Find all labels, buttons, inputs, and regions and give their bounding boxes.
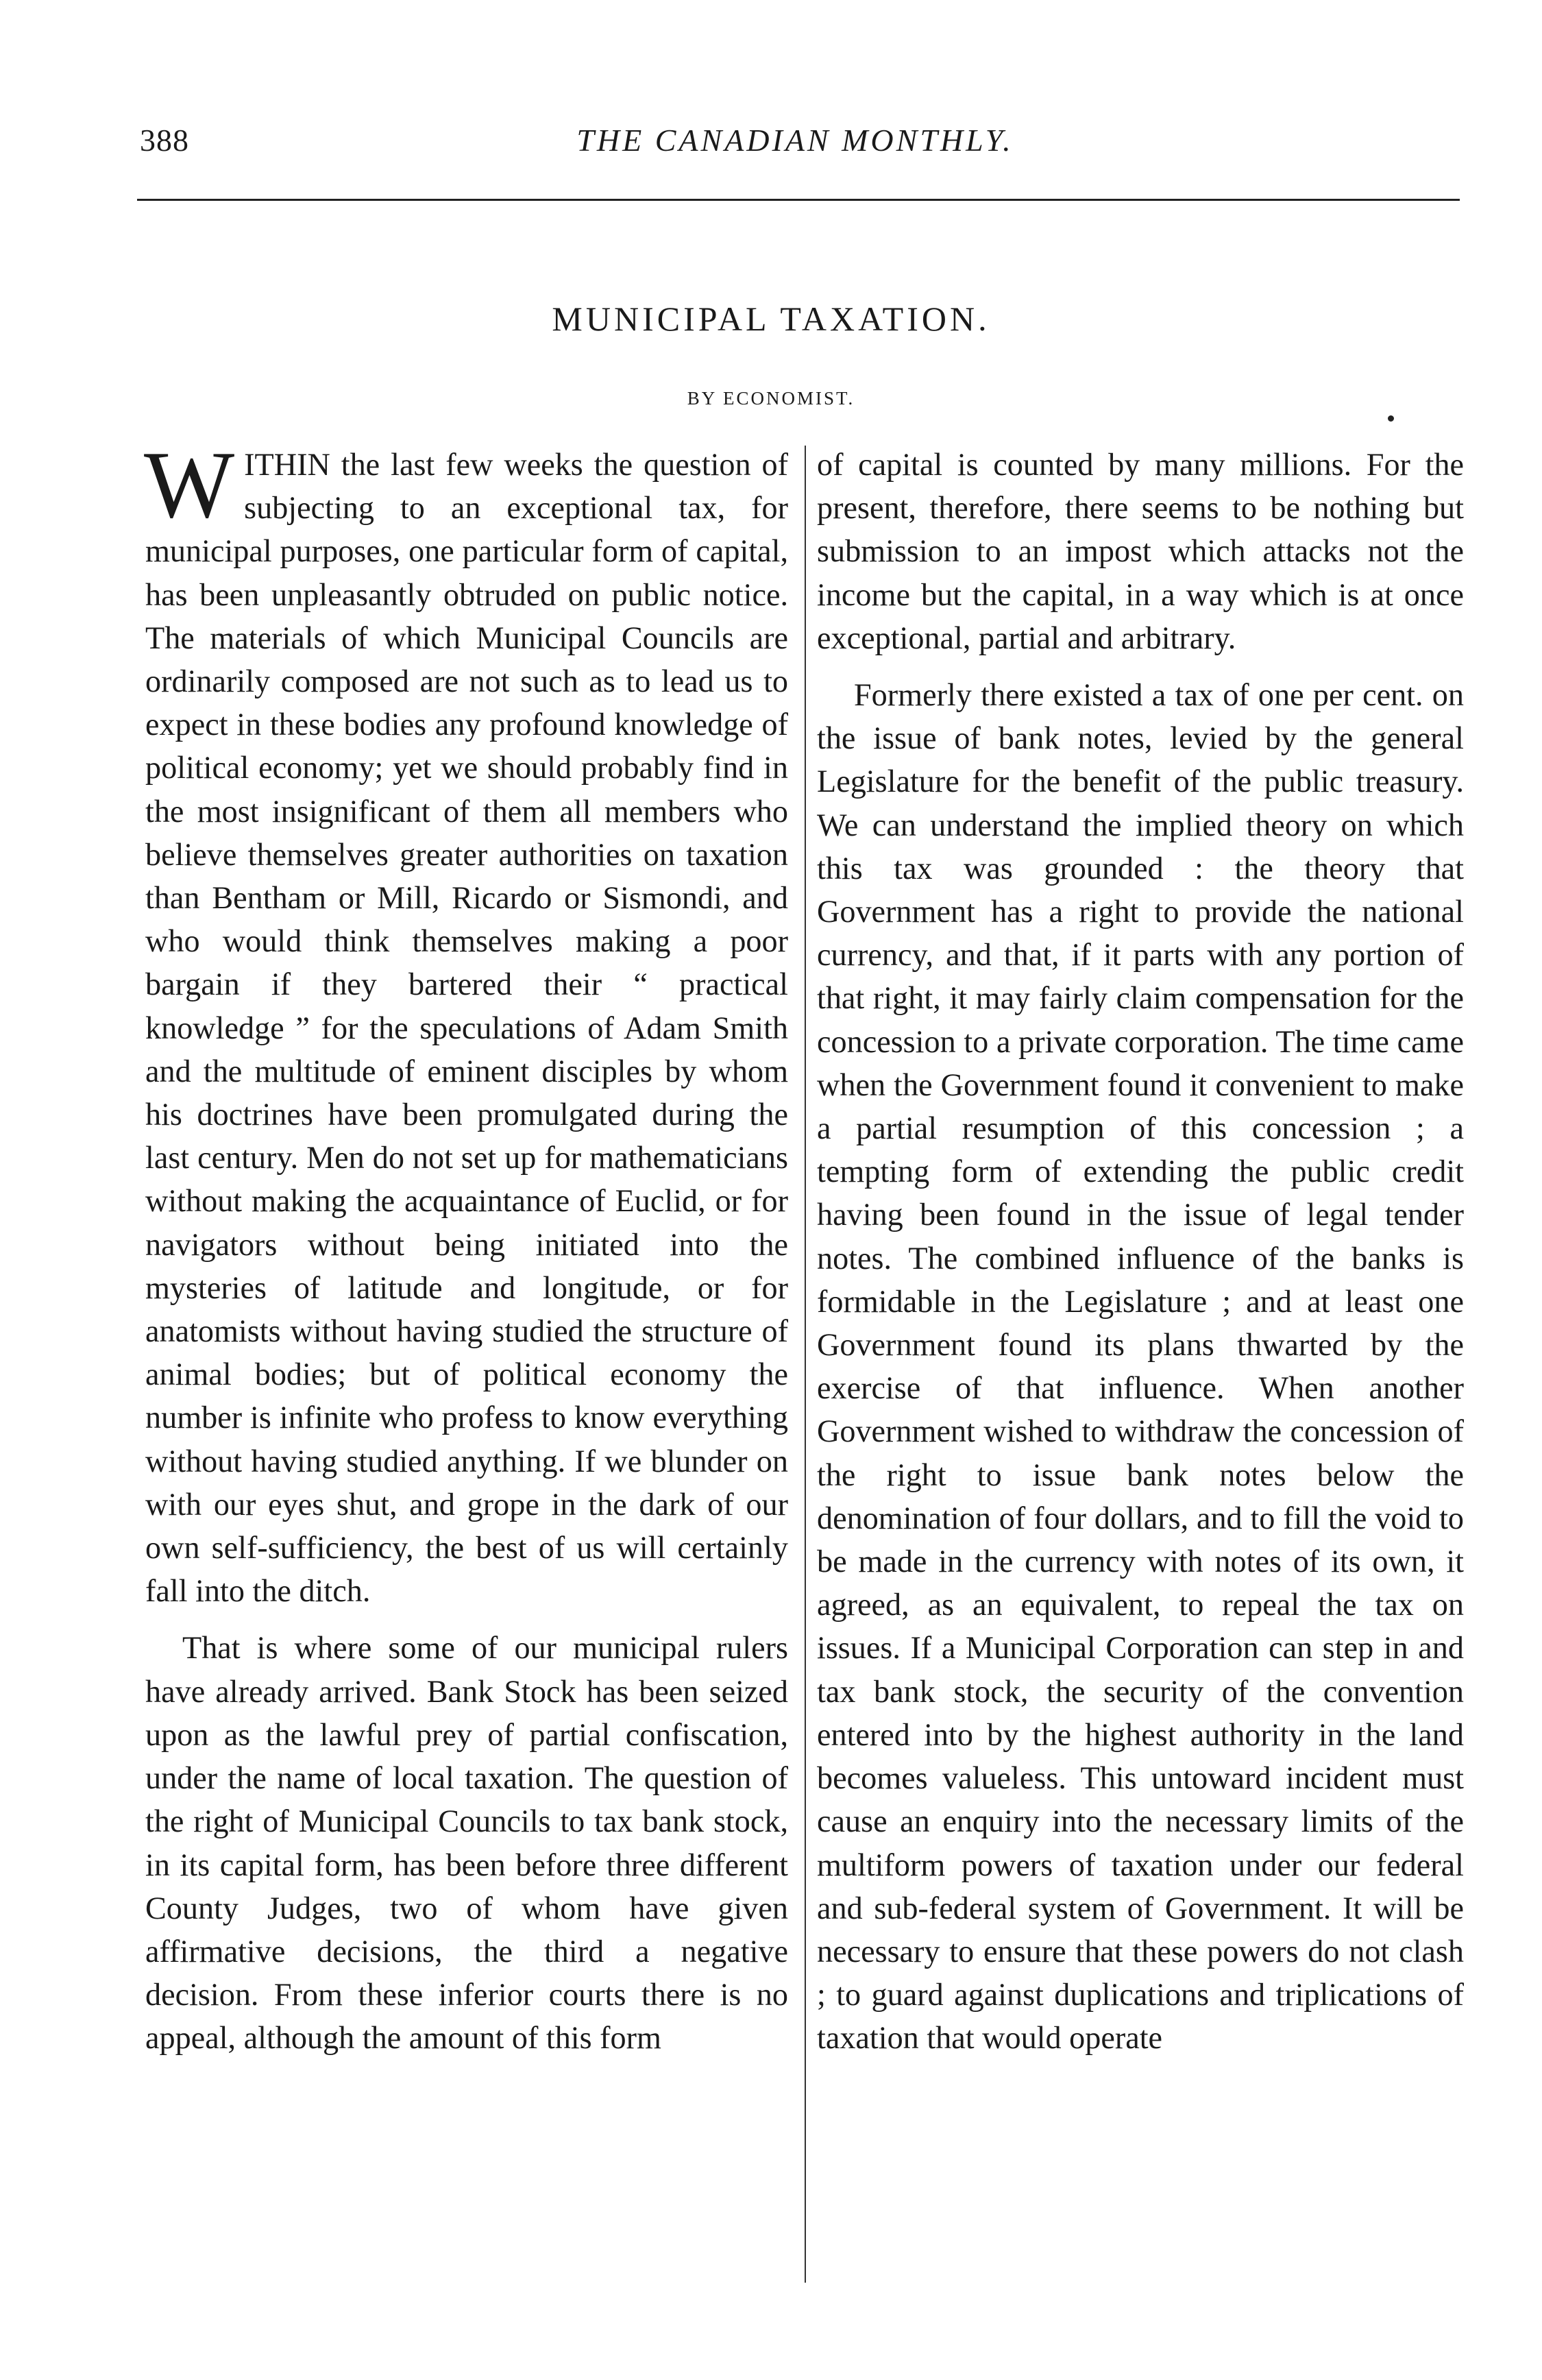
article-byline: BY ECONOMIST.	[687, 388, 855, 409]
running-title: THE CANADIAN MONTHLY.	[576, 123, 1014, 158]
left-paragraph-1	[144, 432, 788, 1612]
print-dot-mark	[1388, 415, 1394, 422]
header-rule	[137, 199, 1460, 201]
right-paragraph-2: Formerly there existed a tax of one per cent. on the issue of bank notes, levied by the general Legislature for the benefit of the public treasury. We can understand the implied theory on which this tax was grounded : the theory that Government has a right to provide the national currency, and that, if it parts with any portion of that right, it may fairly claim compensation for the concession to a private corporation. The time came when the Government found it convenient to make a partial resumption of this concession ; a tempting form of extending the public credit having been found in the issue of legal tender notes. The combined influence of the banks is formidable in the Legislature ; and at least one Government found its plans thwarted by the exercise of that influence. When another Government wished to withdraw the concession of the right to issue bank notes below the denomination of four dollars, and to fill the void to be made in the currency with notes of its own, it agreed, as an equivalent, to repeal the tax on issues. If a Municipal Corporation can step in and tax bank stock, the security of the convention entered into by the highest authority in the land becomes valueless. This untoward incident must cause an enquiry into the necessary limits of the multiform powers of taxation under our federal and sub-federal system of Government. It will be necessary to ensure that these powers do not clash ; to guard against duplications and triplications of taxation that would operate	[817, 677, 1464, 2056]
drop-cap: W	[144, 432, 235, 538]
left-paragraph-2: That is where some of our municipal rulers have already arrived. Bank Stock has been seized upon as the lawful prey of partial confiscation, under the name of local taxation. The question of the right of Municipal Councils to tax bank stock, in its capital form, has been before three different County Judges, two of whom have given affirmative decisions, the third a negative decision. From these inferior courts there is no appeal, although the amount of this form	[145, 1630, 788, 2056]
article-title: MUNICIPAL TAXATION.	[552, 300, 990, 338]
right-paragraph-1: of capital is counted by many millions. For the present, therefore, there seems to be nothing but submission to an impost which attacks not the income but the capital, in a way which is at once exceptional, partial and arbitrary.	[817, 447, 1464, 655]
page-header	[137, 122, 1453, 170]
column-divider	[805, 446, 806, 2283]
right-column	[817, 443, 1464, 2060]
left-paragraph-1-text: ITHIN the last few weeks the question of subjecting to an exceptional tax, for municipal purposes, one particular form of capital, has been unpleasantly obtruded on public notice. The materials of which Municipal Councils are ordinarily composed are not such as to lead us to expect in these bodies any profound knowledge of political economy; yet we should probably find in the most insignificant of them all members who believe themselves greater authorities on taxation than Bentham or Mill, Ricardo or Sismondi, and who would think themselves making a poor bargain if they bartered their “ practical knowledge ” for the speculations of Adam Smith and the multitude of eminent disciples by whom his doctrines have been promulgated during the last century. Men do not set up for mathematicians without making the acquaintance of Euclid, or for navigators without being initiated into the mysteries of latitude and longitude, or for anatomists without having studied the structure of animal bodies; but of political economy the number is infinite who profess to know everything without having studied anything. If we blunder on with our eyes shut, and grope in the dark of our own self-sufficiency, the best of us will certainly fall into the ditch.	[145, 447, 788, 1609]
left-column	[144, 432, 788, 2060]
page-number: 388	[140, 123, 189, 158]
